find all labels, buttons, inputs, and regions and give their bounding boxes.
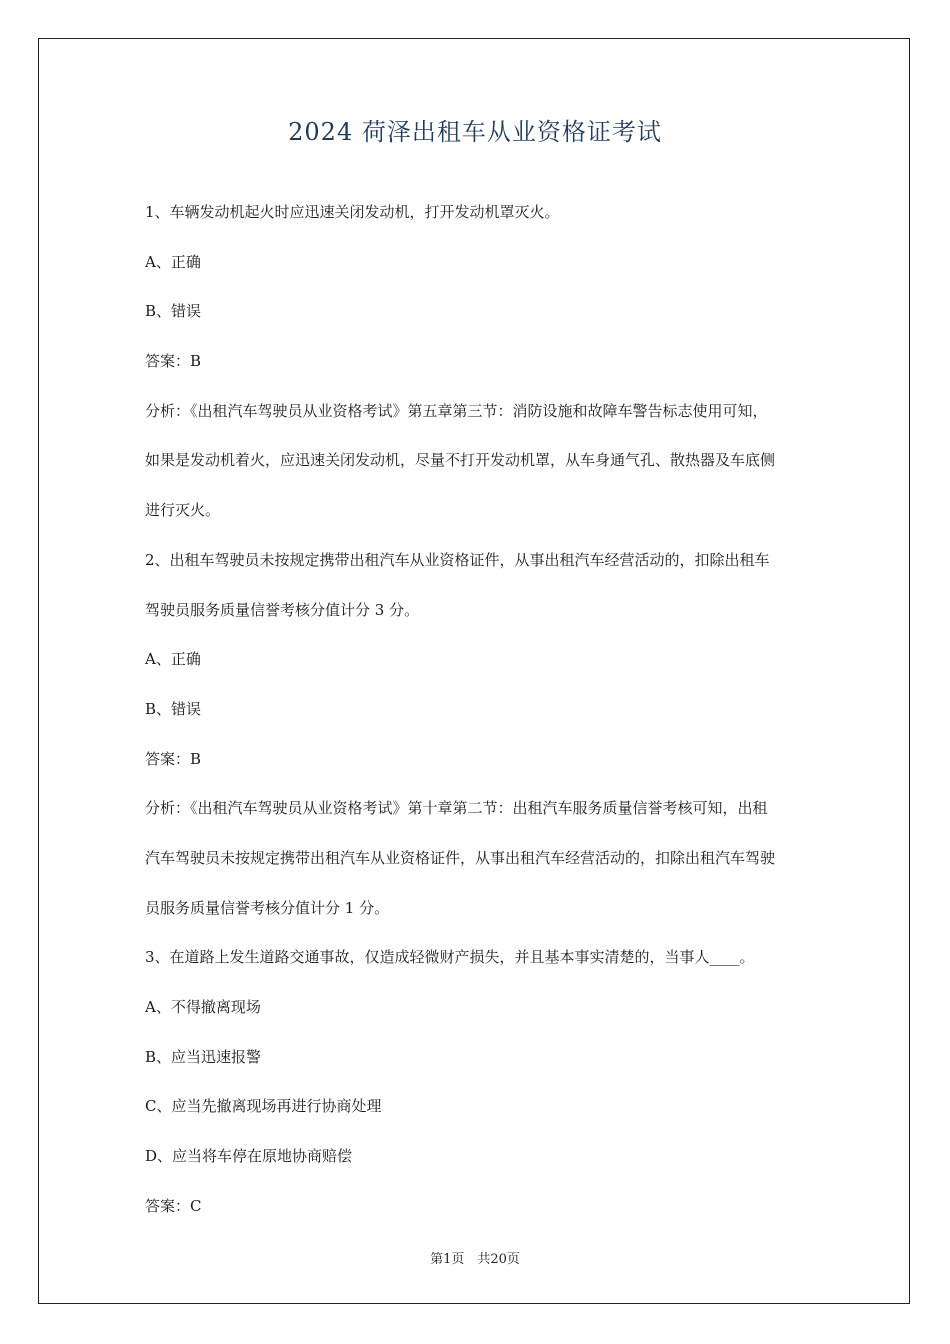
document-title: 2024 荷泽出租车从业资格证考试 xyxy=(288,118,662,146)
question-2-analysis-line-1: 分析：《出租汽车驾驶员从业资格考试》第十章第二节：出租汽车服务质量信誉考核可知，出租 xyxy=(145,799,768,818)
question-3-option-c: C、应当先撤离现场再进行协商处理 xyxy=(145,1097,382,1116)
question-1-analysis-line-3: 进行灭火。 xyxy=(145,501,221,520)
question-1-option-b: B、错误 xyxy=(145,302,202,321)
question-1-option-a: A、正确 xyxy=(145,252,201,271)
question-2-text-line-2: 驾驶员服务质量信誉考核分值计分 3 分。 xyxy=(145,600,420,619)
question-2-option-a: A、正确 xyxy=(145,650,201,669)
question-2-analysis-line-3: 员服务质量信誉考核分值计分 1 分。 xyxy=(145,898,390,917)
document-body xyxy=(145,200,810,1243)
question-2-text-line-1: 2、出租车驾驶员未按规定携带出租汽车从业资格证件，从事出租汽车经营活动的，扣除出租车 xyxy=(145,550,770,569)
question-3-option-b: B、应当迅速报警 xyxy=(145,1047,262,1066)
question-3-text: 3、在道路上发生道路交通事故，仅造成轻微财产损失，并且基本事实清楚的，当事人____。 xyxy=(145,948,755,967)
question-3-option-d: D、应当将车停在原地协商赔偿 xyxy=(145,1147,353,1166)
page-number-footer: 第1页 共20页 xyxy=(430,1252,520,1267)
question-1-answer: 答案：B xyxy=(145,352,202,371)
question-1-analysis-line-2: 如果是发动机着火，应迅速关闭发动机，尽量不打开发动机罩，从车身通气孔、散热器及车底侧 xyxy=(145,451,776,470)
question-2-option-b: B、错误 xyxy=(145,699,202,718)
question-1-text: 1、车辆发动机起火时应迅速关闭发动机，打开发动机罩灭火。 xyxy=(145,203,560,221)
question-2-analysis-line-2: 汽车驾驶员未按规定携带出租汽车从业资格证件，从事出租汽车经营活动的，扣除出租汽车驾驶 xyxy=(145,848,776,867)
question-3-option-a: A、不得撤离现场 xyxy=(145,998,261,1016)
question-3-answer: 答案：C xyxy=(145,1196,202,1215)
question-1-analysis-line-1: 分析：《出租汽车驾驶员从业资格考试》第五章第三节：消防设施和故障车警告标志使用可知， xyxy=(145,401,768,420)
question-2-answer: 答案：B xyxy=(145,749,202,768)
